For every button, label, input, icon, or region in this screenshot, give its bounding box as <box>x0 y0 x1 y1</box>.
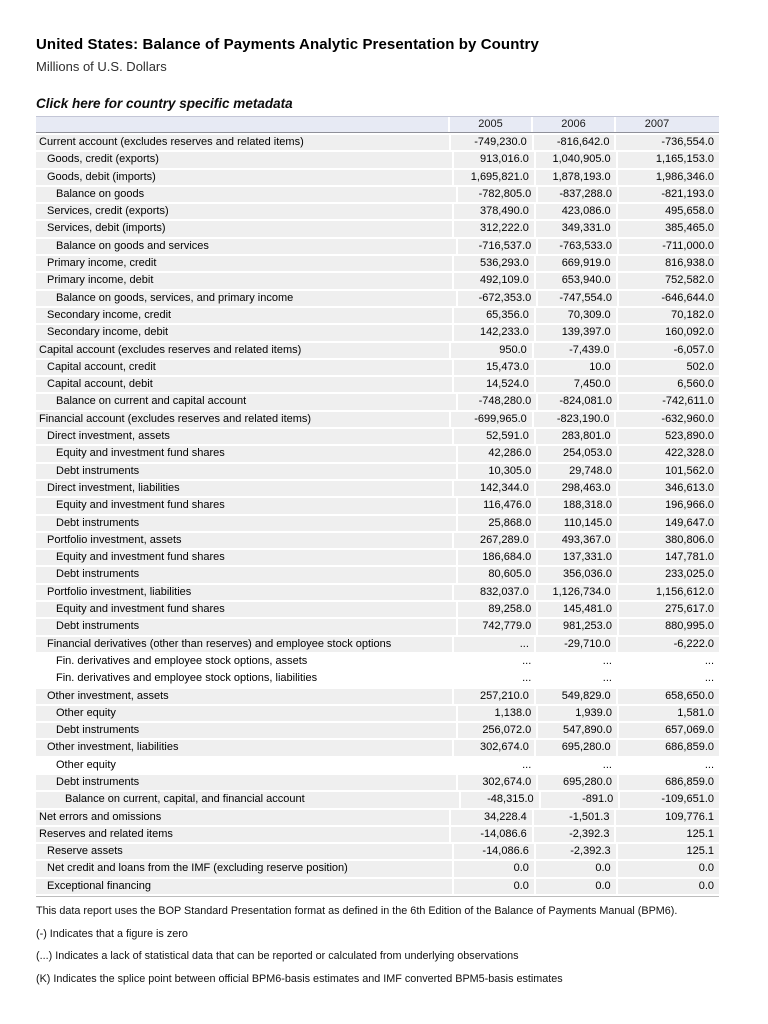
value-cell: 283,801.0 <box>536 429 616 444</box>
row-label: Debt instruments <box>36 775 456 790</box>
value-cell: -891.0 <box>541 792 619 807</box>
row-label: Balance on goods and services <box>36 239 456 254</box>
value-cell: 0.0 <box>618 879 719 894</box>
value-cell: 913,016.0 <box>454 152 534 167</box>
value-cell: 502.0 <box>618 360 719 375</box>
value-cell: 110,145.0 <box>538 516 617 531</box>
value-cell: 0.0 <box>536 879 616 894</box>
value-cell: 547,890.0 <box>538 723 617 738</box>
value-cell: -7,439.0 <box>534 343 615 358</box>
table-row <box>36 810 719 825</box>
value-cell: 1,126,734.0 <box>536 585 616 600</box>
row-label: Reserves and related items <box>36 827 449 842</box>
metadata-link[interactable]: Click here for country specific metadata <box>36 96 293 111</box>
value-cell: 34,228.4 <box>451 810 532 825</box>
table-header-row <box>36 116 719 133</box>
value-cell: 536,293.0 <box>454 256 534 271</box>
value-cell: 116,476.0 <box>458 498 537 513</box>
value-cell: 1,695,821.0 <box>454 170 534 185</box>
value-cell: 495,658.0 <box>618 204 719 219</box>
value-cell: 145,481.0 <box>538 602 617 617</box>
value-cell: 378,490.0 <box>454 204 534 219</box>
value-cell: 549,829.0 <box>536 689 616 704</box>
table-row <box>36 758 719 773</box>
row-label: Balance on current, capital, and financial account <box>36 792 459 807</box>
table-row <box>36 861 719 876</box>
row-label: Other equity <box>36 706 456 721</box>
table-row <box>36 792 719 807</box>
value-cell: 160,092.0 <box>618 325 719 340</box>
row-label: Secondary income, credit <box>36 308 452 323</box>
value-cell: 816,938.0 <box>618 256 719 271</box>
value-cell: 149,647.0 <box>619 516 719 531</box>
table-row <box>36 550 719 565</box>
value-cell: -48,315.0 <box>461 792 539 807</box>
footnote: (-) Indicates that a figure is zero <box>36 927 188 940</box>
table-row <box>36 152 719 167</box>
value-cell: 15,473.0 <box>454 360 534 375</box>
row-label: Balance on current and capital account <box>36 394 456 409</box>
value-cell: -821,193.0 <box>619 187 719 202</box>
value-cell: 695,280.0 <box>536 740 616 755</box>
value-cell: 1,156,612.0 <box>618 585 719 600</box>
value-cell: 89,258.0 <box>458 602 537 617</box>
units-subtitle: Millions of U.S. Dollars <box>36 59 167 74</box>
value-cell: -6,057.0 <box>616 343 719 358</box>
value-cell: 1,878,193.0 <box>536 170 616 185</box>
table-row <box>36 291 719 306</box>
row-label: Debt instruments <box>36 464 456 479</box>
table-row <box>36 637 719 652</box>
value-cell: ... <box>619 671 719 686</box>
value-cell: 523,890.0 <box>618 429 719 444</box>
value-cell: 312,222.0 <box>454 221 534 236</box>
value-cell: 0.0 <box>618 861 719 876</box>
value-cell: ... <box>538 758 617 773</box>
value-cell: 669,919.0 <box>536 256 616 271</box>
row-label: Exceptional financing <box>36 879 452 894</box>
value-cell: ... <box>538 671 617 686</box>
value-cell: 356,036.0 <box>538 567 617 582</box>
row-label: Other equity <box>36 758 456 773</box>
value-cell: 275,617.0 <box>619 602 719 617</box>
row-label: Portfolio investment, assets <box>36 533 452 548</box>
row-label: Balance on goods, services, and primary income <box>36 291 456 306</box>
row-label: Equity and investment fund shares <box>36 602 456 617</box>
value-cell: -6,222.0 <box>618 637 719 652</box>
table-row <box>36 464 719 479</box>
row-label: Primary income, credit <box>36 256 452 271</box>
table-row <box>36 689 719 704</box>
table-row <box>36 325 719 340</box>
table-bottom-border <box>36 896 719 897</box>
value-cell: 1,165,153.0 <box>618 152 719 167</box>
value-cell: 880,995.0 <box>619 619 719 634</box>
value-cell: 142,344.0 <box>454 481 534 496</box>
row-label: Balance on goods <box>36 187 456 202</box>
value-cell: ... <box>454 637 534 652</box>
value-cell: -2,392.3 <box>536 844 616 859</box>
value-cell: 137,331.0 <box>538 550 617 565</box>
row-label: Net errors and omissions <box>36 810 449 825</box>
row-label: Direct investment, assets <box>36 429 452 444</box>
value-cell: 1,939.0 <box>538 706 617 721</box>
value-cell: -816,642.0 <box>534 135 615 150</box>
value-cell: 254,053.0 <box>538 446 617 461</box>
table-row <box>36 273 719 288</box>
table-row <box>36 204 719 219</box>
table-row <box>36 360 719 375</box>
row-label: Goods, credit (exports) <box>36 152 452 167</box>
value-cell: ... <box>458 654 537 669</box>
year-column-header: 2007 <box>616 117 719 132</box>
row-label: Financial account (excludes reserves and related items) <box>36 412 449 427</box>
value-cell: -837,288.0 <box>538 187 617 202</box>
value-cell: 257,210.0 <box>454 689 534 704</box>
value-cell: 422,328.0 <box>619 446 719 461</box>
value-cell: 346,613.0 <box>618 481 719 496</box>
table-row <box>36 481 719 496</box>
value-cell: 0.0 <box>454 861 534 876</box>
value-cell: 686,859.0 <box>619 775 719 790</box>
value-cell: 125.1 <box>616 827 719 842</box>
table-row <box>36 187 719 202</box>
value-cell: 686,859.0 <box>618 740 719 755</box>
row-label: Capital account (excludes reserves and related items) <box>36 343 449 358</box>
table-row <box>36 135 719 150</box>
value-cell: -742,611.0 <box>619 394 719 409</box>
value-cell: 302,674.0 <box>458 775 537 790</box>
year-column-header: 2005 <box>450 117 531 132</box>
value-cell: 423,086.0 <box>536 204 616 219</box>
table-row <box>36 446 719 461</box>
value-cell: 742,779.0 <box>458 619 537 634</box>
table-row <box>36 602 719 617</box>
value-cell: 752,582.0 <box>618 273 719 288</box>
value-cell: 233,025.0 <box>619 567 719 582</box>
row-label: Fin. derivatives and employee stock options, liabilities <box>36 671 456 686</box>
header-spacer-cell <box>36 117 448 132</box>
row-label: Capital account, debit <box>36 377 452 392</box>
value-cell: 29,748.0 <box>538 464 617 479</box>
value-cell: -711,000.0 <box>619 239 719 254</box>
table-row <box>36 429 719 444</box>
value-cell: -2,392.3 <box>534 827 615 842</box>
table-row <box>36 585 719 600</box>
table-row <box>36 567 719 582</box>
value-cell: -716,537.0 <box>458 239 537 254</box>
value-cell: -109,651.0 <box>620 792 719 807</box>
row-label: Reserve assets <box>36 844 452 859</box>
table-row <box>36 394 719 409</box>
value-cell: -14,086.6 <box>451 827 532 842</box>
table-row <box>36 256 719 271</box>
table-row <box>36 740 719 755</box>
row-label: Equity and investment fund shares <box>36 498 456 513</box>
row-label: Secondary income, debit <box>36 325 452 340</box>
value-cell: 7,450.0 <box>536 377 616 392</box>
row-label: Debt instruments <box>36 619 456 634</box>
row-label: Debt instruments <box>36 567 456 582</box>
page-title: United States: Balance of Payments Analytic Presentation by Country <box>36 36 539 53</box>
value-cell: 10,305.0 <box>458 464 537 479</box>
value-cell: 42,286.0 <box>458 446 537 461</box>
value-cell: 0.0 <box>454 879 534 894</box>
row-label: Financial derivatives (other than reserves) and employee stock options <box>36 637 452 652</box>
table-row <box>36 343 719 358</box>
table-row <box>36 844 719 859</box>
value-cell: 658,650.0 <box>618 689 719 704</box>
value-cell: 25,868.0 <box>458 516 537 531</box>
row-label: Direct investment, liabilities <box>36 481 452 496</box>
footnote: (K) Indicates the splice point between official BPM6-basis estimates and IMF converted BPM5-basis estimates <box>36 972 563 985</box>
value-cell: ... <box>458 671 537 686</box>
value-cell: -672,353.0 <box>458 291 537 306</box>
row-label: Equity and investment fund shares <box>36 446 456 461</box>
value-cell: -748,280.0 <box>458 394 537 409</box>
value-cell: 493,367.0 <box>536 533 616 548</box>
value-cell: 10.0 <box>536 360 616 375</box>
value-cell: 80,605.0 <box>458 567 537 582</box>
table-row <box>36 879 719 894</box>
footnote: This data report uses the BOP Standard Presentation format as defined in the 6th Edition of the Balance of Payments Manual (BPM6). <box>36 905 678 917</box>
value-cell: -763,533.0 <box>538 239 617 254</box>
row-label: Debt instruments <box>36 723 456 738</box>
table-row <box>36 308 719 323</box>
value-cell: 14,524.0 <box>454 377 534 392</box>
value-cell: 832,037.0 <box>454 585 534 600</box>
table-row <box>36 377 719 392</box>
row-label: Equity and investment fund shares <box>36 550 456 565</box>
row-label: Fin. derivatives and employee stock options, assets <box>36 654 456 669</box>
row-label: Portfolio investment, liabilities <box>36 585 452 600</box>
row-label: Goods, debit (imports) <box>36 170 452 185</box>
value-cell: ... <box>619 758 719 773</box>
value-cell: -824,081.0 <box>538 394 617 409</box>
value-cell: 385,465.0 <box>618 221 719 236</box>
table-row <box>36 170 719 185</box>
table-row <box>36 706 719 721</box>
value-cell: -14,086.6 <box>454 844 534 859</box>
row-label: Other investment, liabilities <box>36 740 452 755</box>
value-cell: 70,182.0 <box>618 308 719 323</box>
value-cell: ... <box>538 654 617 669</box>
value-cell: 981,253.0 <box>538 619 617 634</box>
value-cell: 302,674.0 <box>454 740 534 755</box>
table-row <box>36 619 719 634</box>
value-cell: -699,965.0 <box>451 412 532 427</box>
value-cell: -736,554.0 <box>616 135 719 150</box>
row-label: Current account (excludes reserves and related items) <box>36 135 449 150</box>
value-cell: 147,781.0 <box>619 550 719 565</box>
value-cell: 6,560.0 <box>618 377 719 392</box>
value-cell: 1,581.0 <box>619 706 719 721</box>
table-row <box>36 239 719 254</box>
row-label: Net credit and loans from the IMF (excluding reserve position) <box>36 861 452 876</box>
value-cell: -749,230.0 <box>451 135 532 150</box>
value-cell: 380,806.0 <box>618 533 719 548</box>
value-cell: 142,233.0 <box>454 325 534 340</box>
value-cell: ... <box>619 654 719 669</box>
value-cell: 298,463.0 <box>536 481 616 496</box>
value-cell: 1,138.0 <box>458 706 537 721</box>
table-row <box>36 533 719 548</box>
value-cell: 125.1 <box>618 844 719 859</box>
value-cell: 349,331.0 <box>536 221 616 236</box>
value-cell: -29,710.0 <box>536 637 616 652</box>
value-cell: 1,040,905.0 <box>536 152 616 167</box>
table-row <box>36 775 719 790</box>
value-cell: 52,591.0 <box>454 429 534 444</box>
value-cell: -1,501.3 <box>534 810 615 825</box>
table-row <box>36 827 719 842</box>
value-cell: 196,966.0 <box>619 498 719 513</box>
value-cell: 70,309.0 <box>536 308 616 323</box>
value-cell: 492,109.0 <box>454 273 534 288</box>
value-cell: -646,644.0 <box>619 291 719 306</box>
value-cell: -632,960.0 <box>616 412 719 427</box>
value-cell: 267,289.0 <box>454 533 534 548</box>
value-cell: 186,684.0 <box>458 550 537 565</box>
row-label: Capital account, credit <box>36 360 452 375</box>
value-cell: -782,805.0 <box>458 187 537 202</box>
value-cell: 139,397.0 <box>536 325 616 340</box>
bop-table <box>36 116 719 896</box>
row-label: Services, credit (exports) <box>36 204 452 219</box>
value-cell: 1,986,346.0 <box>618 170 719 185</box>
value-cell: 653,940.0 <box>536 273 616 288</box>
table-row <box>36 221 719 236</box>
table-row <box>36 723 719 738</box>
row-label: Primary income, debit <box>36 273 452 288</box>
value-cell: 109,776.1 <box>616 810 719 825</box>
row-label: Other investment, assets <box>36 689 452 704</box>
footnote: (...) Indicates a lack of statistical data that can be reported or calculated from underlying observations <box>36 950 519 962</box>
table-row <box>36 412 719 427</box>
value-cell: 101,562.0 <box>619 464 719 479</box>
row-label: Debt instruments <box>36 516 456 531</box>
table-row <box>36 516 719 531</box>
value-cell: ... <box>458 758 537 773</box>
value-cell: -747,554.0 <box>538 291 617 306</box>
table-row <box>36 671 719 686</box>
table-row <box>36 498 719 513</box>
table-row <box>36 654 719 669</box>
footnotes <box>36 905 736 995</box>
value-cell: 695,280.0 <box>538 775 617 790</box>
value-cell: 65,356.0 <box>454 308 534 323</box>
value-cell: 0.0 <box>536 861 616 876</box>
year-column-header: 2006 <box>533 117 614 132</box>
value-cell: 256,072.0 <box>458 723 537 738</box>
row-label: Services, debit (imports) <box>36 221 452 236</box>
value-cell: 950.0 <box>451 343 532 358</box>
value-cell: 657,069.0 <box>619 723 719 738</box>
value-cell: -823,190.0 <box>534 412 615 427</box>
value-cell: 188,318.0 <box>538 498 617 513</box>
